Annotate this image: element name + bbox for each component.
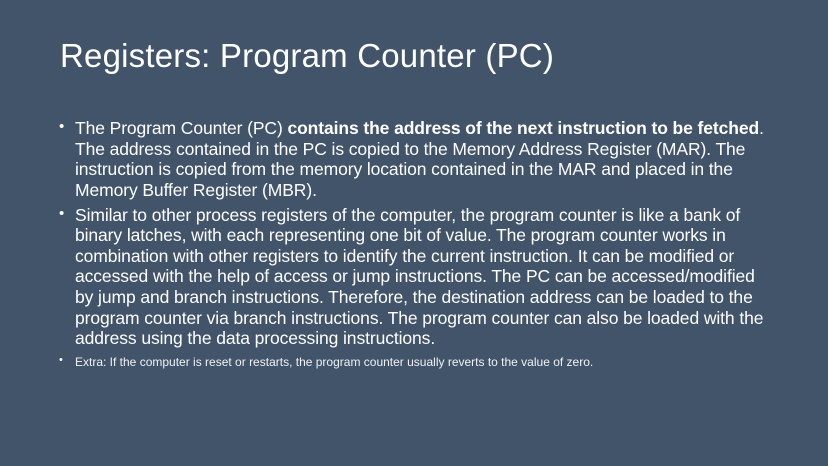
bullet-text-3: Extra: If the computer is reset or restarts, the program counter usually reverts to the value of zero. — [75, 355, 594, 370]
bullet-text-1 — [75, 118, 764, 200]
slide-body — [58, 118, 774, 374]
page-title: Registers: Program Counter (PC) — [60, 37, 555, 74]
list-item — [58, 355, 774, 370]
bullet-segment: The Program Counter (PC) — [75, 118, 288, 138]
list-item — [58, 205, 774, 349]
list-item — [58, 118, 774, 201]
bullet-text-2: Similar to other process registers of the computer, the program counter is like a bank of binary latches, with each representing one bit of value. The program counter works in combination with other registers to identify the current instruction. It can be modified or accessed with the help of access or jump instructions. The PC can be accessed/modified by jump and branch instructions. Therefore, the destination address can be loaded to the program counter via branch instructions. The program counter can also be loaded with the address using the data processing instructions. — [75, 204, 764, 349]
bullet-list — [58, 118, 774, 370]
bullet-segment-bold: contains the address of the next instruction to be fetched — [287, 118, 760, 138]
bullet-segment: . The address contained in the PC is copied to the Memory Address Register (MAR). The instruction is copied from the memory location contained in the MAR and placed in the Memory Buffer Register (MBR). — [75, 118, 764, 200]
